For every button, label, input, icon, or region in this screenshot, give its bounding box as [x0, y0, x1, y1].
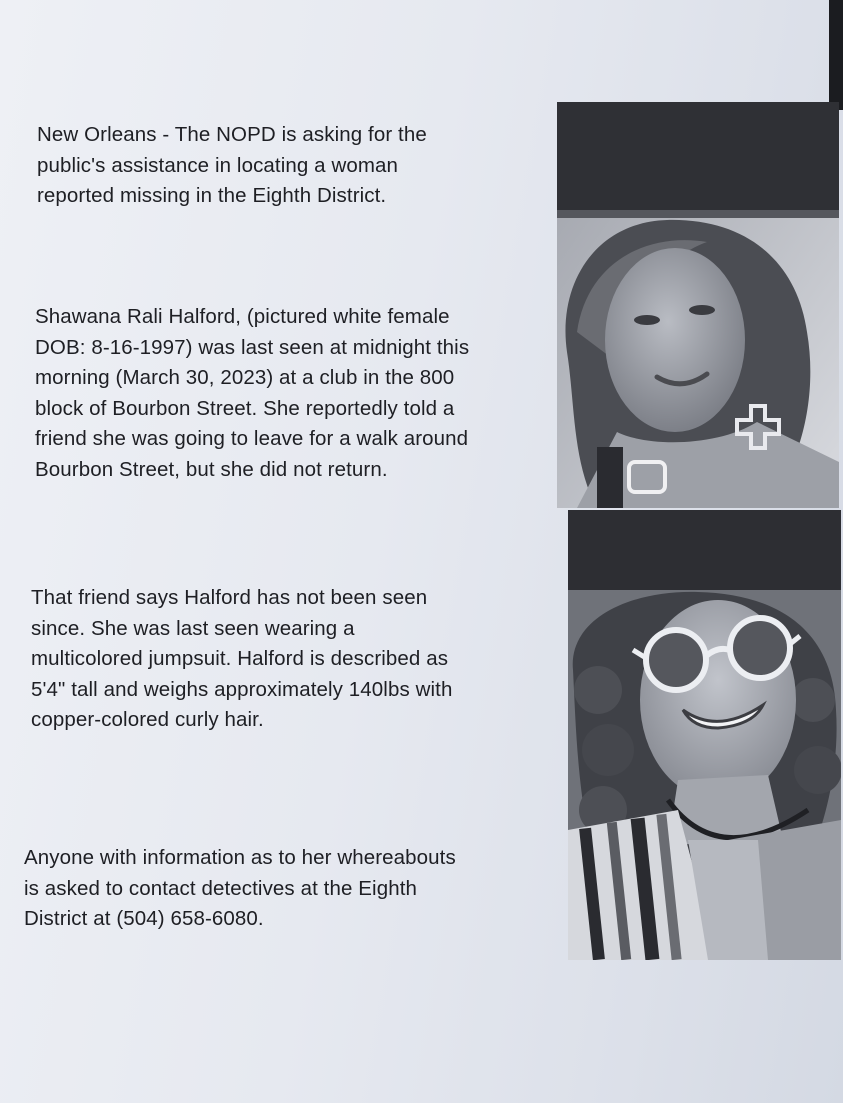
text-line: copper-colored curly hair.	[31, 708, 264, 732]
missing-person-photo-1	[557, 102, 839, 508]
text-line: New Orleans - The NOPD is asking for the	[37, 123, 427, 146]
text-line: since. She was last seen wearing a	[31, 616, 355, 640]
text-line: 5'4" tall and weighs approximately 140lbs with	[31, 677, 453, 701]
text-line: multicolored jumpsuit. Halford is described as	[31, 647, 449, 671]
contact-paragraph	[24, 843, 456, 935]
text-line: DOB: 8-16-1997) was last seen at midnight this	[35, 335, 470, 359]
text-line: block of Bourbon Street. She reportedly told a	[35, 396, 455, 420]
page-edge-shadow	[829, 0, 843, 110]
text-line: reported missing in the Eighth District.	[37, 184, 387, 208]
portrait-image-1	[557, 102, 839, 508]
text-line: is asked to contact detectives at the Eighth	[24, 876, 417, 900]
text-line: friend she was going to leave for a walk around	[35, 427, 469, 451]
last-seen-paragraph	[35, 302, 469, 486]
text-line: morning (March 30, 2023) at a club in the 800	[35, 366, 455, 390]
intro-paragraph	[37, 120, 427, 212]
missing-person-photo-2	[568, 510, 841, 960]
text-line: Bourbon Street, but she did not return.	[35, 457, 388, 481]
text-line: District at (504) 658-6080.	[24, 907, 264, 931]
text-line: public's assistance in locating a woman	[37, 153, 399, 177]
text-line: Shawana Rali Halford, (pictured white female	[35, 305, 450, 328]
text-line: Anyone with information as to her whereabouts	[24, 846, 456, 869]
description-paragraph	[31, 583, 452, 736]
text-line: That friend says Halford has not been seen	[31, 586, 428, 609]
portrait-image-2	[568, 510, 841, 960]
